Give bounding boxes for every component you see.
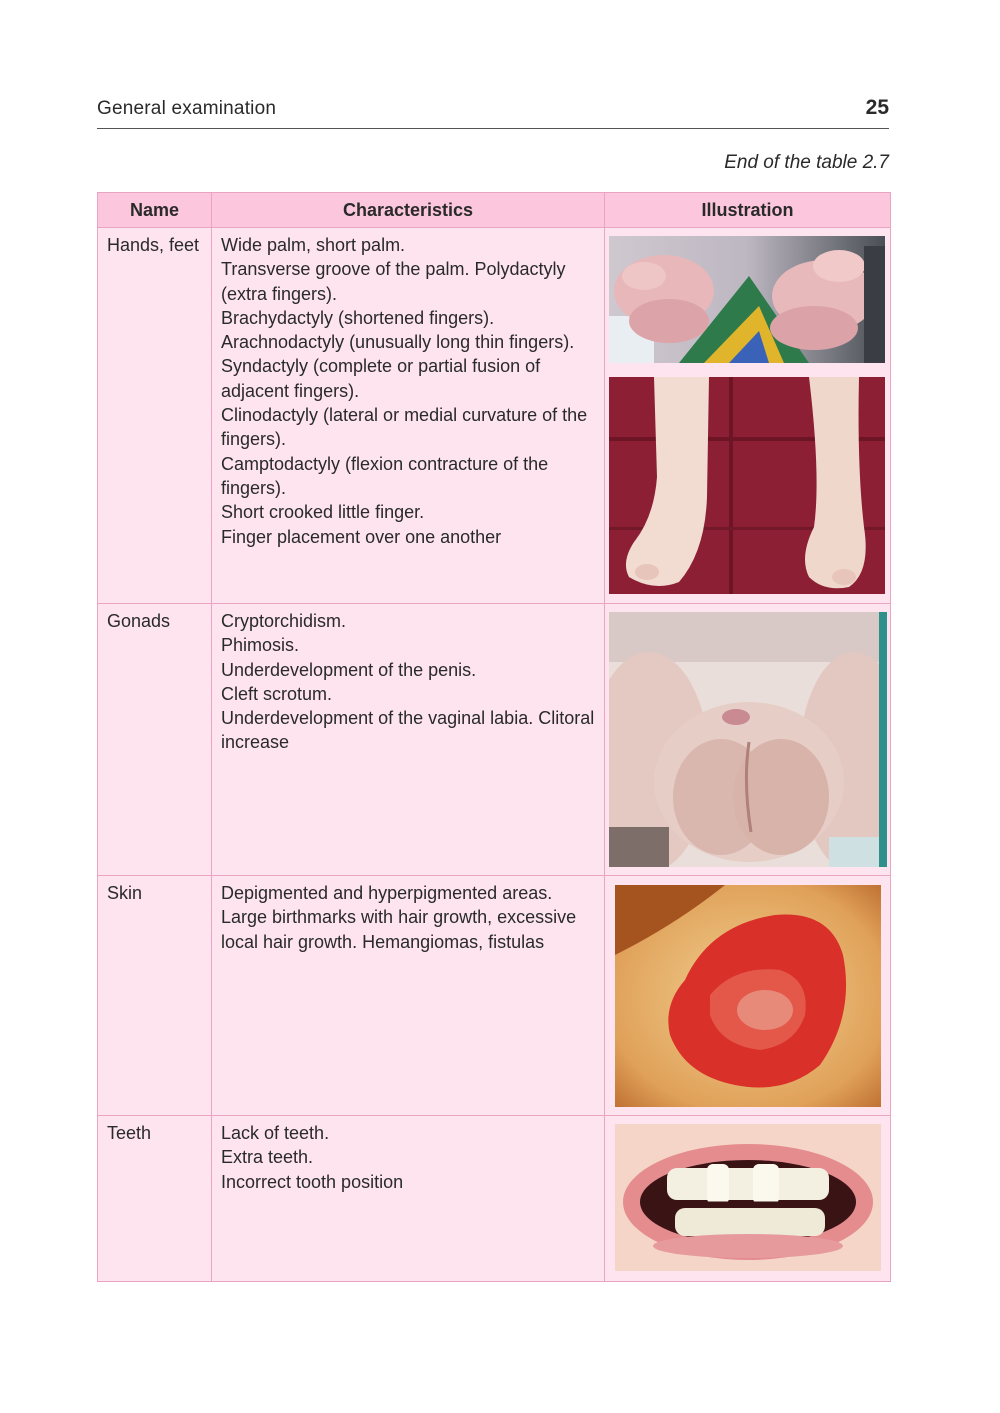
characteristic-line: Underdevelopment of the penis. xyxy=(221,659,477,680)
column-header-illustration: Illustration xyxy=(605,193,891,228)
row-characteristics-cell xyxy=(212,1116,605,1282)
characteristic-line: Cleft scrotum. xyxy=(221,683,333,704)
characteristic-line: Depigmented and hyperpigmented areas. xyxy=(221,883,553,903)
characteristic-line: Brachydactyly (shortened fingers). xyxy=(221,307,495,328)
row-characteristics-cell xyxy=(212,228,605,604)
characteristic-line: Extra teeth. xyxy=(221,1147,314,1168)
characteristic-line: Lack of teeth. xyxy=(221,1123,330,1143)
row-characteristics-cell xyxy=(212,604,605,876)
row-illustration-cell xyxy=(605,876,891,1116)
characteristic-line: Wide palm, short palm. xyxy=(221,235,406,255)
table-row xyxy=(98,876,891,1116)
characteristic-line: Cryptorchidism. xyxy=(221,611,347,631)
row-illustration-cell xyxy=(605,228,891,604)
row-illustration-cell xyxy=(605,1116,891,1282)
gonads-photo xyxy=(609,612,887,867)
table-caption: End of the table 2.7 xyxy=(724,152,889,173)
page-header xyxy=(97,96,889,129)
characteristic-line: Transverse groove of the palm. Polydactyly xyxy=(221,259,566,280)
row-name-cell: Hands, feet xyxy=(98,228,212,604)
characteristic-line: (extra fingers). xyxy=(221,283,338,304)
row-name-cell: Skin xyxy=(98,876,212,1116)
characteristic-line: Syndactyly (complete or partial fusion of xyxy=(221,356,541,377)
characteristic-line: Finger placement over one another xyxy=(221,526,502,547)
table-row xyxy=(98,228,891,604)
characteristic-line: Short crooked little finger. xyxy=(221,502,425,523)
row-characteristics-cell xyxy=(212,876,605,1116)
row-illustration-cell xyxy=(605,604,891,876)
characteristic-line: Arachnodactyly (unusually long thin fingers). xyxy=(221,332,575,353)
characteristic-line: Large birthmarks with hair growth, excessive xyxy=(221,907,577,928)
hands-photo xyxy=(609,236,885,363)
column-header-name: Name xyxy=(98,193,212,228)
anomalies-table xyxy=(97,192,891,1282)
table-header-row xyxy=(98,193,891,228)
row-name-cell: Gonads xyxy=(98,604,212,876)
characteristic-line: adjacent fingers). xyxy=(221,380,360,401)
row-name-cell: Teeth xyxy=(98,1116,212,1282)
characteristic-line: increase xyxy=(221,732,290,753)
table-row xyxy=(98,604,891,876)
characteristic-line: fingers). xyxy=(221,477,287,498)
characteristic-line: Camptodactyly (flexion contracture of the xyxy=(221,453,549,474)
hemangioma-photo xyxy=(615,885,881,1107)
teeth-photo xyxy=(615,1124,881,1271)
characteristic-line: Incorrect tooth position xyxy=(221,1171,404,1192)
characteristic-line: Phimosis. xyxy=(221,635,300,656)
characteristic-line: Clinodactyly (lateral or medial curvature of the xyxy=(221,405,588,426)
feet-photo xyxy=(609,377,885,594)
page-number: 25 xyxy=(865,96,889,119)
characteristic-line: local hair growth. Hemangiomas, fistulas xyxy=(221,931,545,952)
characteristic-line: Underdevelopment of the vaginal labia. Clitoral xyxy=(221,708,595,729)
running-head: General examination xyxy=(97,98,277,119)
table-row xyxy=(98,1116,891,1282)
column-header-characteristics: Characteristics xyxy=(212,193,605,228)
characteristic-line: fingers). xyxy=(221,429,287,450)
